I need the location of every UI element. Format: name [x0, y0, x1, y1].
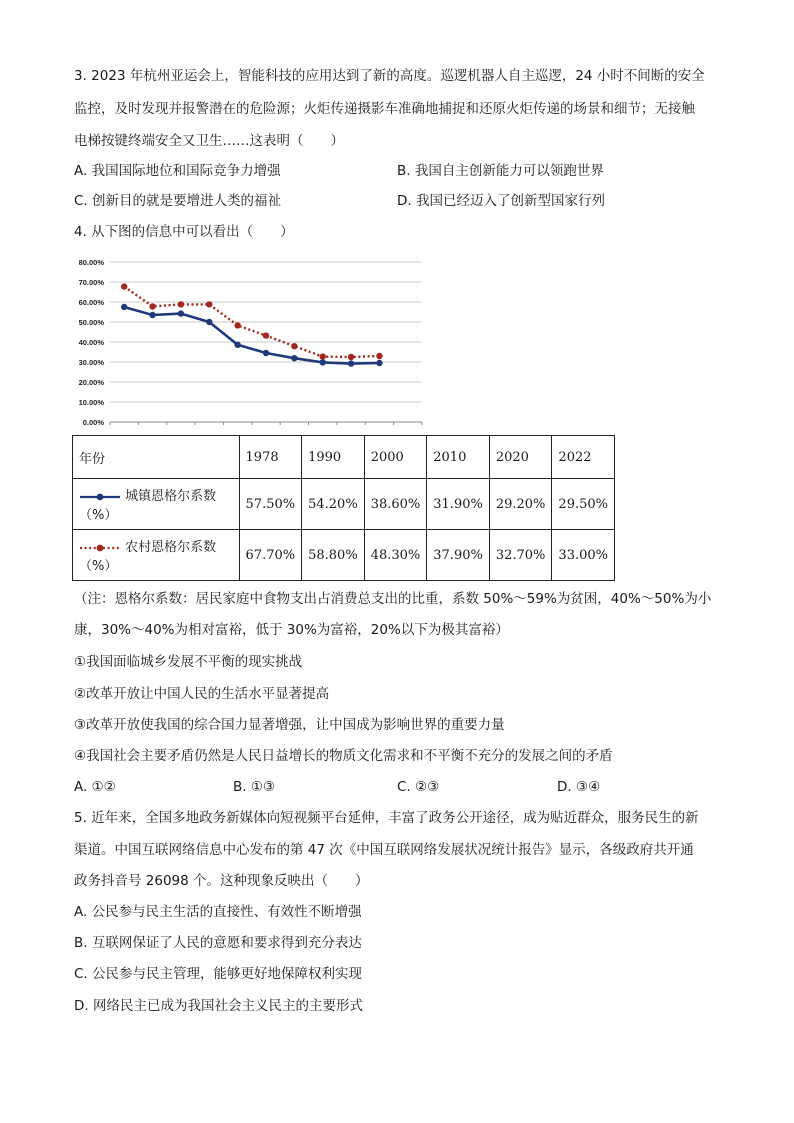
chart-series	[121, 283, 383, 366]
table-header-cell: 2022	[552, 436, 615, 479]
urban-legend-line-icon	[79, 492, 121, 502]
table-cell: 54.20%	[302, 479, 365, 530]
table-cell: 58.80%	[302, 530, 365, 581]
chart-y-tick-label: 40.00%	[78, 338, 104, 347]
q4-option-c[interactable]: C. ②③	[397, 779, 440, 795]
q5-stem-line-3: 政务抖音号 26098 个。这种现象反映出（ ）	[74, 873, 369, 889]
data-point-rural	[234, 322, 240, 328]
data-point-rural	[291, 343, 297, 349]
table-cell: 32.70%	[489, 530, 552, 581]
data-point-urban	[206, 319, 212, 325]
table-header-cell: 1990	[302, 436, 365, 479]
table-header-cell: 2010	[427, 436, 490, 479]
q4-statement-3: ③改革开放使我国的综合国力显著增强，让中国成为影响世界的重要力量	[74, 717, 505, 733]
rural-row-label-text: 农村恩格尔系数（%）	[79, 540, 217, 574]
data-point-rural	[206, 301, 212, 307]
chart-y-tick-label: 60.00%	[78, 298, 104, 307]
urban-row-label	[73, 479, 240, 530]
table-cell: 33.00%	[552, 530, 615, 581]
chart-y-tick-label: 70.00%	[78, 278, 104, 287]
data-point-urban	[320, 359, 326, 365]
table-cell: 48.30%	[364, 530, 427, 581]
q4-statement-2: ②改革开放让中国人民的生活水平显著提高	[74, 686, 330, 702]
series-line-urban	[124, 307, 379, 364]
data-point-rural	[376, 353, 382, 359]
q3-option-b[interactable]: B. 我国自主创新能力可以领跑世界	[397, 163, 604, 179]
q3-stem-line-2: 监控，及时发现并报警潜在的危险源；火炬传递摄影车准确地捕捉和还原火炬传递的场景和细节；无接触	[74, 101, 695, 117]
data-point-urban	[234, 342, 240, 348]
table-cell: 29.50%	[552, 479, 615, 530]
table-cell: 31.90%	[427, 479, 490, 530]
data-point-urban	[149, 312, 155, 318]
q3-option-d[interactable]: D. 我国已经迈入了创新型国家行列	[397, 193, 605, 209]
q4-statement-4: ④我国社会主要矛盾仍然是人民日益增长的物质文化需求和不平衡不充分的发展之间的矛盾	[74, 748, 613, 764]
chart-y-tick-labels	[79, 258, 105, 427]
q4-note-line-2: 康，30%～40%为相对富裕，低于 30%为富裕，20%以下为极其富裕）	[74, 622, 509, 638]
q5-option-c[interactable]: C. 公民参与民主管理，能够更好地保障权利实现	[74, 966, 363, 982]
table-row-rural	[73, 530, 615, 581]
q5-stem-line-2: 渠道。中国互联网络信息中心发布的第 47 次《中国互联网络发展状况统计报告》显示，各级政府共开通	[74, 842, 694, 858]
data-point-urban	[263, 350, 269, 356]
table-cell: 29.20%	[489, 479, 552, 530]
data-point-rural	[320, 353, 326, 359]
table-row-urban	[73, 479, 615, 530]
table-cell: 37.90%	[427, 530, 490, 581]
q3-stem-line-3: 电梯按键终端安全又卫生……这表明（ ）	[74, 133, 344, 149]
table-header-cell: 1978	[239, 436, 302, 479]
chart-y-tick-label: 0.00%	[82, 418, 104, 427]
q4-option-b[interactable]: B. ①③	[233, 779, 276, 795]
q3-stem-line-1: 3. 2023 年杭州亚运会上，智能科技的应用达到了新的高度。巡逻机器人自主巡逻，24 小时不间断的安全	[74, 68, 705, 84]
table-header-row	[73, 436, 615, 479]
q3-option-a[interactable]: A. 我国国际地位和国际竞争力增强	[74, 163, 281, 179]
q4-statement-1: ①我国面临城乡发展不平衡的现实挑战	[74, 654, 303, 670]
urban-row-label-text: 城镇恩格尔系数（%）	[79, 489, 217, 523]
data-point-urban	[376, 360, 382, 366]
chart-y-tick-label: 50.00%	[78, 318, 104, 327]
chart-y-tick-label: 80.00%	[78, 258, 104, 267]
chart-gridlines	[110, 262, 422, 425]
engel-line-chart	[72, 250, 428, 430]
chart-y-tick-label: 20.00%	[78, 378, 104, 387]
data-point-urban	[121, 304, 127, 310]
q4-option-d[interactable]: D. ③④	[557, 779, 601, 795]
q3-option-c[interactable]: C. 创新目的就是要增进人类的福祉	[74, 193, 282, 209]
data-point-rural	[121, 283, 127, 289]
q5-option-d[interactable]: D. 网络民主已成为我国社会主义民主的主要形式	[74, 998, 363, 1014]
engel-data-table	[72, 435, 615, 581]
table-cell: 67.70%	[239, 530, 302, 581]
data-point-urban	[178, 310, 184, 316]
table-header-cell: 2020	[489, 436, 552, 479]
data-point-urban	[348, 360, 354, 366]
data-point-rural	[348, 354, 354, 360]
data-point-rural	[149, 303, 155, 309]
data-point-rural	[263, 332, 269, 338]
table-cell: 57.50%	[239, 479, 302, 530]
table-header-year: 年份	[73, 436, 240, 479]
q4-note-line-1: （注：恩格尔系数：居民家庭中食物支出占消费总支出的比重，系数 50%～59%为贫困，40%～50%为小	[74, 591, 712, 607]
data-point-urban	[291, 355, 297, 361]
rural-row-label	[73, 530, 240, 581]
table-header-cell: 2000	[364, 436, 427, 479]
chart-y-tick-label: 30.00%	[78, 358, 104, 367]
q4-option-a[interactable]: A. ①②	[74, 779, 116, 795]
q5-stem-line-1: 5. 近年来，全国多地政务新媒体向短视频平台延伸，丰富了政务公开途径，成为贴近群众，服务民生的新	[74, 810, 699, 826]
q4-stem: 4. 从下图的信息中可以看出（ ）	[74, 224, 294, 240]
chart-y-tick-label: 10.00%	[78, 398, 104, 407]
q5-option-a[interactable]: A. 公民参与民主生活的直接性、有效性不断增强	[74, 904, 362, 920]
rural-legend-line-icon	[79, 543, 121, 553]
table-cell: 38.60%	[364, 479, 427, 530]
data-point-rural	[178, 301, 184, 307]
q5-option-b[interactable]: B. 互联网保证了人民的意愿和要求得到充分表达	[74, 935, 362, 951]
